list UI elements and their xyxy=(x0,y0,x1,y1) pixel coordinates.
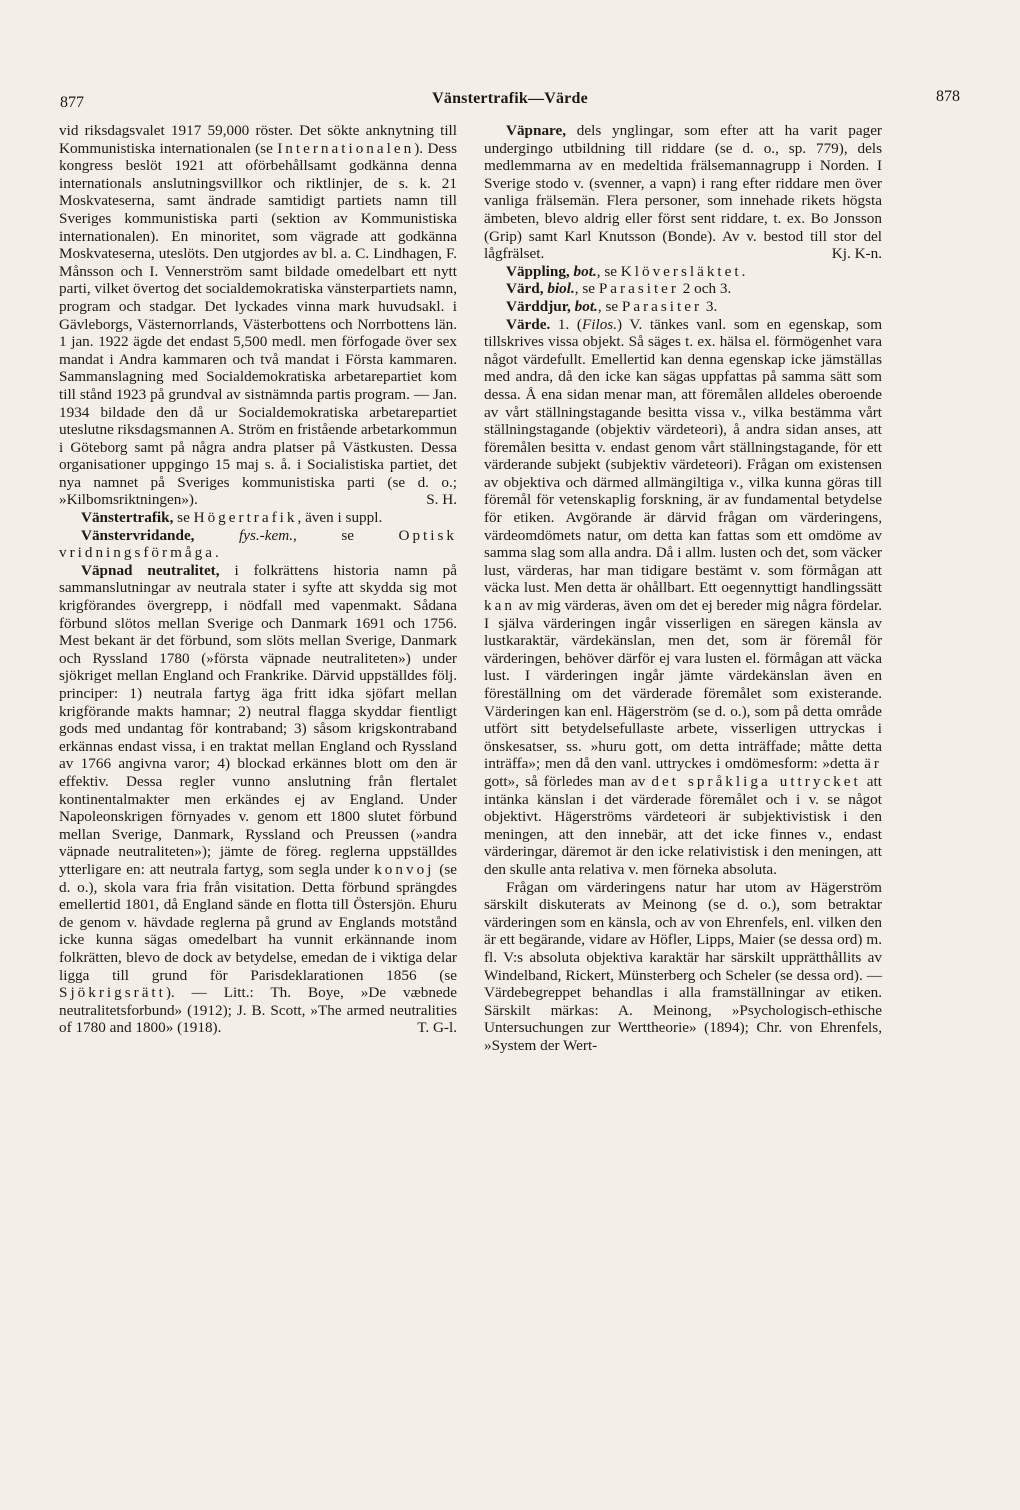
entry-vapnare: Väpnare, dels ynglingar, som efter att ha varit pager undergingo utbildning till riddare (se d. o., sp. 779), dels medlemmarna av en medeltida frälsemannagrupp i Norden. I Sverige stodo v. (svenner, a vapn) i rang efter riddare men över vanliga frälsemän. Flera personer, som innehade rikets högsta ämbeten, blevo aldrig eller först sent riddare, t. ex. Bo Jonsson (Grip) samt Karl Knutsson (Bonde). Av v. bestod till stor del lågfrälset. Kj. K-n. xyxy=(484,122,882,263)
page-number-right: 878 xyxy=(936,88,960,105)
entry-term: Vänstervridande, xyxy=(81,526,195,544)
entry-term: Väpnad neutralitet, xyxy=(81,561,220,579)
entry-vanstertrafik: Vänstertrafik, se Högertrafik, även i suppl. xyxy=(81,509,383,527)
left-column xyxy=(59,122,457,1037)
page-header xyxy=(60,88,960,116)
author-signature: S. H. xyxy=(426,491,457,509)
entry-term: Väpnare, xyxy=(506,122,567,139)
entry-vard: Värd, biol., se Parasiter 2 och 3. xyxy=(506,280,732,298)
entry-paragraph: Frågan om värderingens natur har utom av Hägerström särskilt diskuterats av Meinong (se d. o.), som betraktar värderingen som en känsla, och av von Ehrenfels, enl. vilken den är ett begärande, vidare av Höfler, Lipps, Maier (se dessa ord) m. fl. V:s absoluta objektiva karaktär har särskilt upprätthållits av Windelband, Rickert, Münsterberg och Scheler (se dessa ord). — Värdebegreppet behandlas i alla framställningar av etiken. Särskilt märkas: A. Meinong, »Psychologisch-ethische Untersuchungen zur Werttheorie» (1894); Chr. von Ehrenfels, »System der Wert- xyxy=(484,878,882,1054)
entry-vanstervridande: Vänstervridande, fys.-kem., se Optisk vridningsförmåga. xyxy=(59,526,458,562)
page-number-left: 877 xyxy=(60,94,84,111)
author-signature: Kj. K-n. xyxy=(831,245,882,263)
entry-term: Väppling, xyxy=(506,262,570,280)
entry-vappling: Väppling, bot., se Klöversläktet. xyxy=(506,262,746,280)
entry-term: Värddjur, xyxy=(506,297,571,315)
right-column xyxy=(484,122,882,1054)
entry-varde: Värde. 1. (Filos.) V. tänkes vanl. som en egenskap, som tillskrives vissa objekt. Så säges t. ex. hälsa el. förmögenhet vara något värdefullt. Emellertid kan denna egenskap icke jämställas med andra, då den icke kan sägas uppfattas på samma sätt som dessa. Å ena sidan menar man, att föremålen alldeles oberoende av vårt ställningstagande besitta vissa v., vilka bestämma vårt ställningstagande (objektiv värdeteori), å andra sidan anses, att föremålen besitta v. endast genom vårt ställningstagande, för ett värderande subjekt (subjektiv värdeteori). Frågan om existensen av objektiva och därmed allmängiltiga v., vilka kunna göras till föremål för vetenskaplig forskning, är av fundamental betydelse för etiken. Avgörande är därvid frågan om värderingens, värdeomdömets natur, om detta kan fattas som ett omdöme av samma slag som alla andra. Då i allm. lusten och det, som väcker lust, värderas, har man tidigare bestämt v. som förmågan att väcka lust. Men detta är ohållbart. Ett oegennyttigt handlingssätt kan av mig värderas, även om det ej bereder mig några fördelar. I själva värderingen ingår visserligen en säregen känsla av lustkaraktär, värdekänslan, men det, som är föremål för värderingen, behöver därför ej vara lusten el. förmågan att väcka lust. I värderingen ingår jämte värdekänslan även en föreställning om det värderade föremålet som existerande. Värderingen kan enl. Hägerström (se d. o.), som på detta område utfört sitt betydelsefullaste arbete, visserligen uttryckas i önskesatser, ss. »huru gott, om detta inträffade; måtte detta inträffa»; men då den vanl. uttryckes i omdömesform: »detta är gott», så förledes man av det språkliga uttrycket att intänka känslan i det värderade föremålet och i v. se något objektivt. Hägerströms värdeteori är subjektivistisk i den meningen, att den innebär, att det icke finnes v., endast värderingar, däremot är den icke relativistisk i den meningen, att den skulle anta relativa v. men förneka absoluta. xyxy=(484,315,883,878)
entry-term: Värd, xyxy=(506,280,544,298)
running-head: Vänstertrafik—Värde xyxy=(432,90,588,107)
entry-paragraph: vid riksdagsvalet 1917 59,000 röster. Det sökte anknytning till Kommunistiska internationalen (se Internationalen). Dess kongress beslöt 1921 att oförbehållsamt godkänna denna internationals anslutningsvillkor och riktlinjer, de s. k. 21 Moskvateserna, samt ändrade samtidigt partiets namn till Sveriges kommunistiska parti (sektion av Kommunistiska internationalen). En minoritet, som vägrade att godkänna Moskvateserna, uteslöts. Den utgjordes av bl. a. C. Lindhagen, F. Månsson och I. Vennerström samt bildade omedelbart ett nytt parti, vilket övertog det socialdemokratiska vänsterpartiets namn, program och stadgar. Det lyckades vinna mark huvudsakl. i Gävleborgs, Västernorrlands, Västerbottens och Norrbottens län. 1 jan. 1922 ägde det endast 5,500 medl. men förfogade över sex mandat i Andra kammaren och två mandat i Första kammaren. Sammanslagning med Socialdemokratiska arbetarepartiet kom till stånd 1923 på grundval av sistnämnda partis program. — Jan. 1934 bildade den då ur Socialdemokratiska arbetarepartiet uteslutne riksdagsmannen A. Ström en fristående arbetarkommun i Göteborg samt på några andra platser på Västkusten. Dessa organisationer uppgingo 15 maj s. å. i Socialistiska partiet, det nya namnet på Sveriges kommunistiska parti (se d. o.; »Kilbomsriktningen»). S. H. xyxy=(59,122,457,509)
entry-term: Värde. xyxy=(506,315,551,333)
entry-vapnad-neutralitet: Väpnad neutralitet, i folkrättens historia namn på sammanslutningar av neutrala stater i syfte att skydda sig mot krigförandes övergrepp, i nödfall med vapenmakt. Sådana förbund slötos mellan Sverige och Danmark 1691 och 1756. Mest bekant är det förbund, som slöts mellan Sverige, Danmark och Ryssland 1780 (»första väpnade neutraliteten») under sjökriget mellan England och Frankrike. Därvid uppställdes följ. principer: 1) neutrala fartyg äga fritt idka sjöfart mellan krigförande makts hamnar; 2) neutral flagga skyddar fientligt gods med undantag för kontraband; 3) såsom krigskontraband erkännas endast vissa, i en traktat mellan England och Ryssland av 1766 angivna varor; 4) blockad erkännes blott om den är effektiv. Dessa regler vunno anslutning från flertalet kontinentalmakter men erkändes ej av England. Under Napoleonskrigen förnyades v. genom ett 1800 slutet förbund mellan Sverige, Danmark, Ryssland och Preussen (»andra väpnade neutraliteten»); jämte de föreg. reglerna uppställdes ytterligare en: att neutrala fartyg, som segla under konvoj (se d. o.), skola vara fria från visitation. Detta förbund sprängdes emellertid 1801, då England sände en flotta till Östersjön. Ehuru de genom v. hävdade reglerna på grund av Englands motstånd icke kunna sägas omedelbart ha vunnit erkännande inom folkrätten, blevo de dock av betydelse, emedan de i viktiga delar ligga till grund för Parisdeklarationen 1856 (se Sjökrigsrätt). — Litt.: Th. Boye, »De væbnede neutralitetsforbund» (1912); J. B. Scott, »The armed neutralities of 1780 and 1800» (1918). T. G-l. xyxy=(59,561,457,1037)
entry-varddjur: Värddjur, bot., se Parasiter 3. xyxy=(506,297,718,315)
author-signature: T. G-l. xyxy=(417,1019,457,1037)
entry-term: Vänstertrafik, xyxy=(81,509,174,527)
